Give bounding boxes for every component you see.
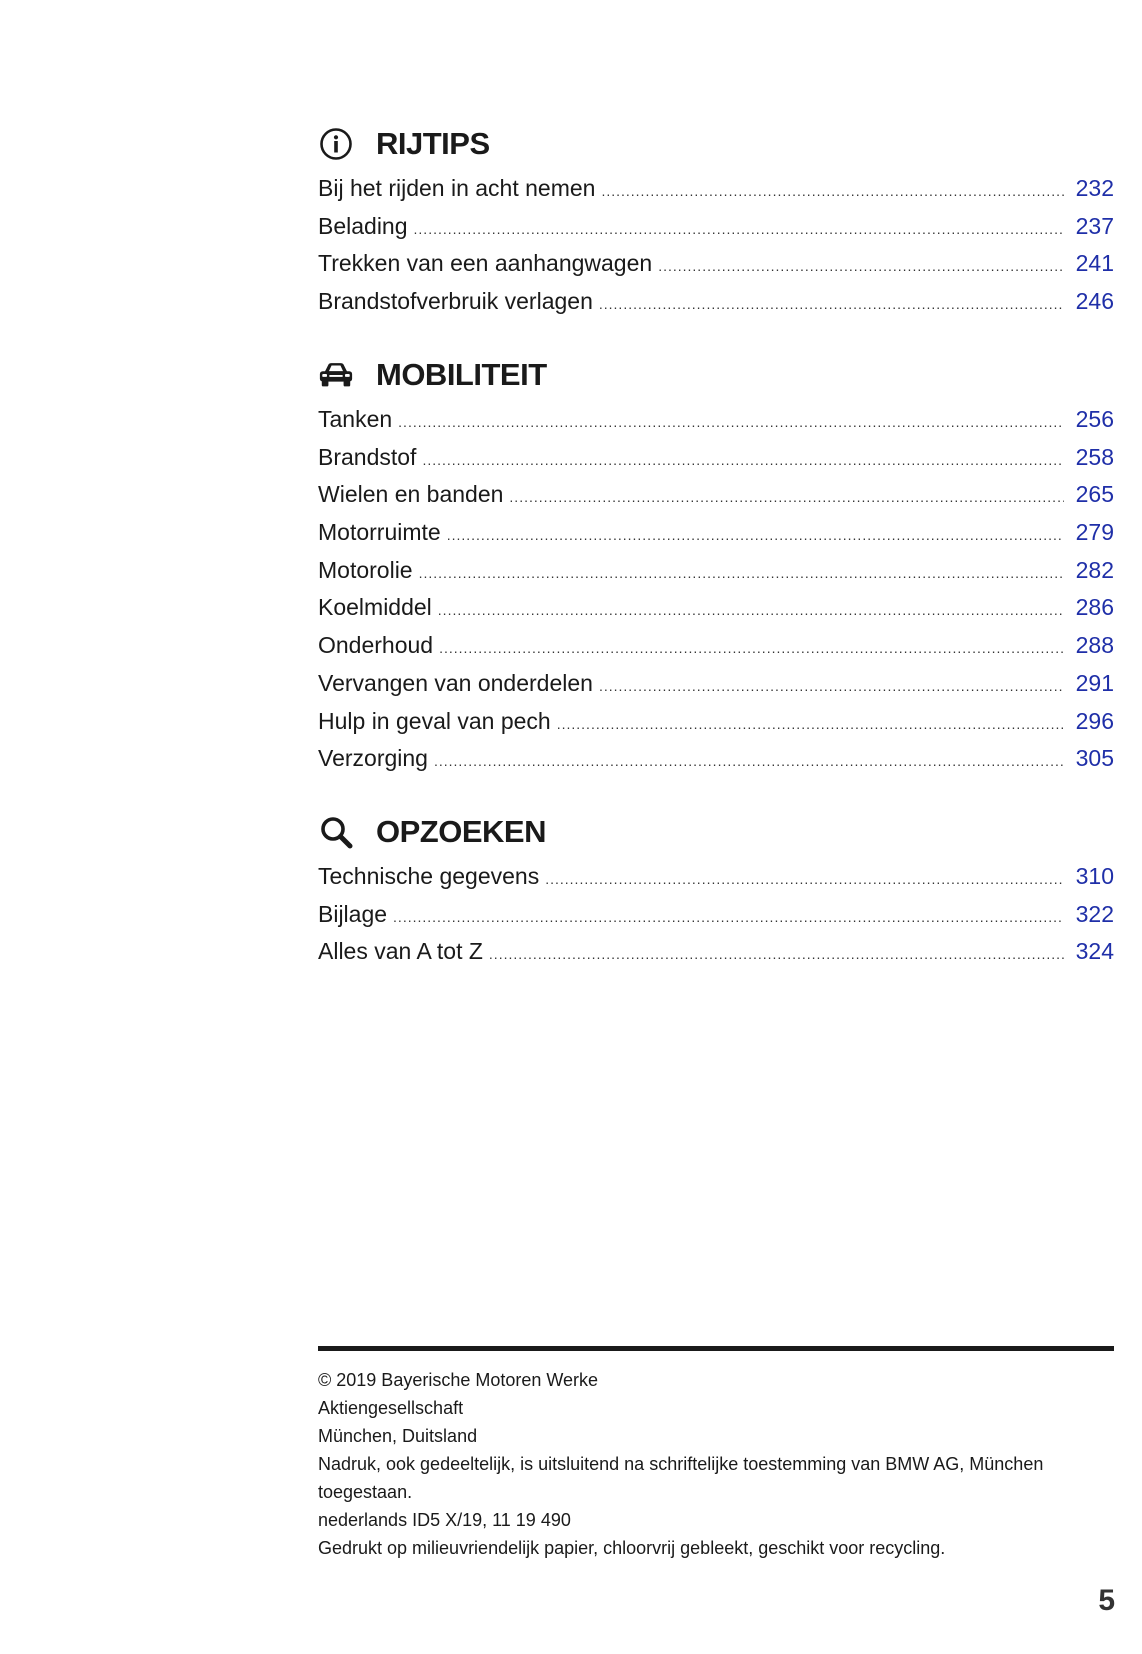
toc-entry[interactable] <box>318 627 1114 665</box>
toc-entry-label: Vervangen van onderdelen <box>318 669 593 696</box>
car-icon <box>318 357 354 393</box>
toc-page-link[interactable]: 296 <box>1075 707 1114 734</box>
toc-entry-label: Wielen en banden <box>318 481 504 508</box>
footer-divider <box>318 1346 1114 1351</box>
toc-entry-label: Bij het rijden in acht nemen <box>318 175 596 201</box>
toc-page-link[interactable]: 232 <box>1075 175 1114 201</box>
toc-page-link[interactable]: 305 <box>1075 745 1114 772</box>
dot-leader <box>434 743 1064 781</box>
toc-entry-label: Trekken van een aanhangwagen <box>318 250 653 277</box>
imprint-line: toegestaan. <box>318 1482 413 1502</box>
dot-leader <box>438 592 1064 630</box>
section-opzoeken <box>318 812 1114 971</box>
toc-entry-label: Hulp in geval van pech <box>318 707 551 734</box>
toc-entry[interactable] <box>318 552 1114 590</box>
toc-entry[interactable] <box>318 858 1114 896</box>
section-rijtips <box>318 124 1114 321</box>
toc-entry[interactable] <box>318 933 1114 971</box>
toc-entry[interactable] <box>318 401 1114 439</box>
dot-leader <box>414 211 1064 249</box>
toc-entry[interactable] <box>318 514 1114 552</box>
toc-page-link[interactable]: 279 <box>1075 519 1114 546</box>
section-header <box>318 812 1114 852</box>
dot-leader <box>398 404 1064 442</box>
toc-entry-label: Onderhoud <box>318 632 434 659</box>
toc-page-link[interactable]: 282 <box>1075 556 1114 583</box>
dot-leader <box>658 248 1064 286</box>
section-header <box>318 355 1114 395</box>
toc-entry[interactable] <box>318 703 1114 741</box>
dot-leader <box>439 630 1064 668</box>
toc-entry[interactable] <box>318 208 1114 246</box>
section-header <box>318 124 1114 164</box>
dot-leader <box>599 668 1064 706</box>
dot-leader <box>489 936 1064 974</box>
dot-leader <box>393 899 1064 937</box>
toc-page-link[interactable]: 286 <box>1075 594 1114 621</box>
search-icon <box>318 814 354 850</box>
toc-entry-label: Technische gegevens <box>318 863 540 889</box>
section-mobiliteit <box>318 355 1114 778</box>
dot-leader <box>545 861 1064 899</box>
toc-entry-label: Alles van A tot Z <box>318 938 483 965</box>
info-icon <box>318 126 354 162</box>
imprint-footer <box>318 1366 1114 1562</box>
toc-entry-label: Belading <box>318 212 408 239</box>
page-number: 5 <box>1098 1584 1115 1617</box>
toc-entry[interactable] <box>318 245 1114 283</box>
toc-entry-label: Brandstof <box>318 443 417 470</box>
toc-entry[interactable] <box>318 896 1114 934</box>
toc-entry[interactable] <box>318 740 1114 778</box>
toc-entry-label: Motorruimte <box>318 519 441 546</box>
toc-page-link[interactable]: 241 <box>1075 250 1114 277</box>
imprint-line: © 2019 Bayerische Motoren Werke <box>318 1370 599 1390</box>
toc-page-link[interactable]: 324 <box>1075 938 1114 965</box>
toc-entry-label: Motorolie <box>318 556 413 583</box>
dot-leader <box>601 173 1064 211</box>
toc-page-link[interactable]: 237 <box>1075 212 1114 239</box>
dot-leader <box>557 706 1064 744</box>
dot-leader <box>419 555 1064 593</box>
toc-entry[interactable] <box>318 170 1114 208</box>
toc-page-link[interactable]: 322 <box>1075 900 1114 927</box>
dot-leader <box>422 442 1064 480</box>
toc-entry[interactable] <box>318 283 1114 321</box>
dot-leader <box>599 286 1064 324</box>
imprint-line: Gedrukt op milieuvriendelijk papier, chloorvrij gebleekt, geschikt voor recycling. <box>318 1538 946 1558</box>
toc-entry-label: Koelmiddel <box>318 594 432 621</box>
toc-page-link[interactable]: 258 <box>1075 443 1114 470</box>
toc-entry-label: Tanken <box>318 406 393 432</box>
dot-leader <box>509 479 1064 517</box>
toc-page-link[interactable]: 288 <box>1075 632 1114 659</box>
imprint-line: Nadruk, ook gedeeltelijk, is uitsluitend na schriftelijke toestemming van BMW AG, München <box>318 1454 1044 1474</box>
section-title: OPZOEKEN <box>376 814 546 849</box>
toc-page-link[interactable]: 256 <box>1075 406 1114 432</box>
toc-entry[interactable] <box>318 439 1114 477</box>
toc-entry-label: Verzorging <box>318 745 428 772</box>
imprint-line: München, Duitsland <box>318 1426 478 1446</box>
toc-entry-label: Bijlage <box>318 900 388 927</box>
toc-entry-label: Brandstofverbruik verlagen <box>318 288 593 315</box>
toc-page-link[interactable]: 310 <box>1075 863 1114 889</box>
toc-page-link[interactable]: 291 <box>1075 669 1114 696</box>
dot-leader <box>447 517 1064 555</box>
toc-entry[interactable] <box>318 665 1114 703</box>
imprint-line: Aktiengesellschaft <box>318 1398 464 1418</box>
toc-entry[interactable] <box>318 476 1114 514</box>
section-title: RIJTIPS <box>376 126 490 161</box>
toc-page-link[interactable]: 265 <box>1075 481 1114 508</box>
imprint-line: nederlands ID5 X/19, 11 19 490 <box>318 1510 571 1530</box>
section-title: MOBILITEIT <box>376 357 547 392</box>
toc-page-link[interactable]: 246 <box>1075 288 1114 315</box>
toc-entry[interactable] <box>318 589 1114 627</box>
